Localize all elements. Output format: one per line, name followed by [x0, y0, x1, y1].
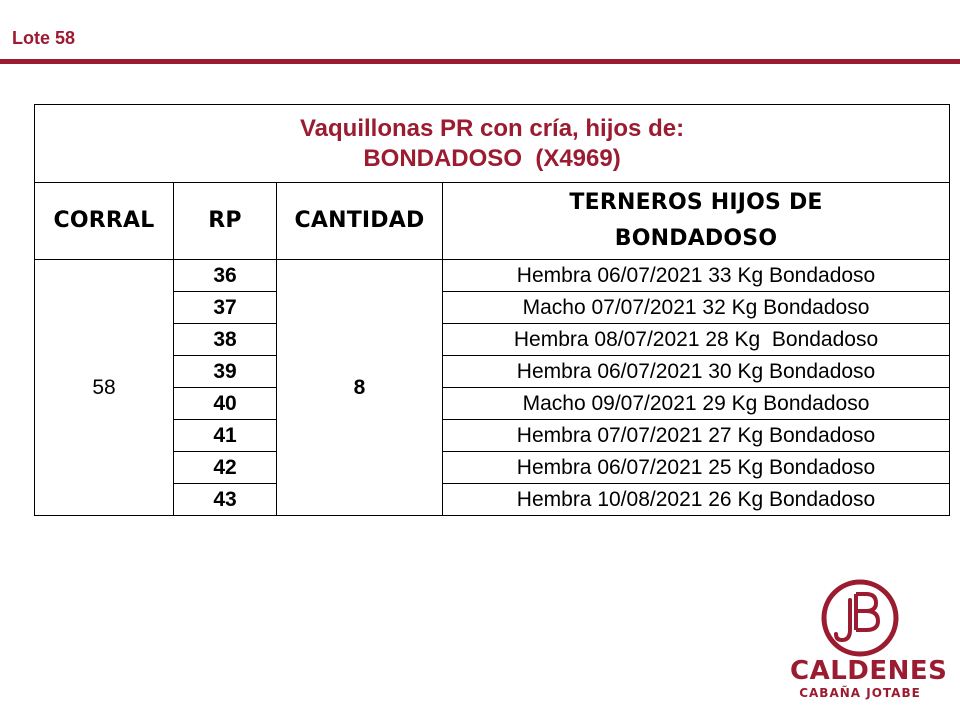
lot-title: Lote 58	[12, 28, 76, 48]
rp-cell: 36	[174, 260, 277, 292]
col-header-terneros	[443, 183, 950, 260]
rp-cell: 42	[174, 452, 277, 484]
calf-description-cell: Hembra 06/07/2021 30 Kg Bondadoso	[443, 356, 950, 388]
rp-cell: 41	[174, 420, 277, 452]
col-header-rp: RP	[174, 183, 277, 260]
jb-monogram-icon	[820, 578, 900, 658]
rp-cell: 37	[174, 292, 277, 324]
cantidad-cell: 8	[277, 260, 443, 516]
calf-description-cell: Macho 09/07/2021 29 Kg Bondadoso	[443, 388, 950, 420]
rp-cell: 39	[174, 356, 277, 388]
rp-cell: 43	[174, 484, 277, 516]
header-divider	[0, 59, 960, 64]
corral-cell: 58	[35, 260, 174, 516]
logo-brand: CALDENES	[790, 656, 948, 686]
table-row	[35, 260, 950, 292]
calf-description-cell: Hembra 08/07/2021 28 Kg Bondadoso	[443, 324, 950, 356]
calf-description-cell: Hembra 07/07/2021 27 Kg Bondadoso	[443, 420, 950, 452]
table-title-line1: Vaquillonas PR con cría, hijos de:	[299, 114, 685, 142]
col-header-corral: CORRAL	[35, 183, 174, 260]
lot-table	[34, 104, 950, 516]
calf-description-cell: Hembra 10/08/2021 26 Kg Bondadoso	[443, 484, 950, 516]
calf-description-cell: Hembra 06/07/2021 25 Kg Bondadoso	[443, 452, 950, 484]
table-title-line2: BONDADOSO (X4969)	[363, 144, 621, 172]
logo-subtitle: CABAÑA JOTABE	[799, 686, 921, 700]
calf-description-cell: Macho 07/07/2021 32 Kg Bondadoso	[443, 292, 950, 324]
col-header-terneros-line2: BONDADOSO	[614, 226, 778, 251]
col-header-cantidad: CANTIDAD	[277, 183, 443, 260]
col-header-terneros-line1: TERNEROS HIJOS DE	[569, 190, 823, 215]
rp-cell: 38	[174, 324, 277, 356]
table-title	[35, 105, 950, 183]
caldenes-logo	[790, 578, 948, 708]
rp-cell: 40	[174, 388, 277, 420]
calf-description-cell: Hembra 06/07/2021 33 Kg Bondadoso	[443, 260, 950, 292]
